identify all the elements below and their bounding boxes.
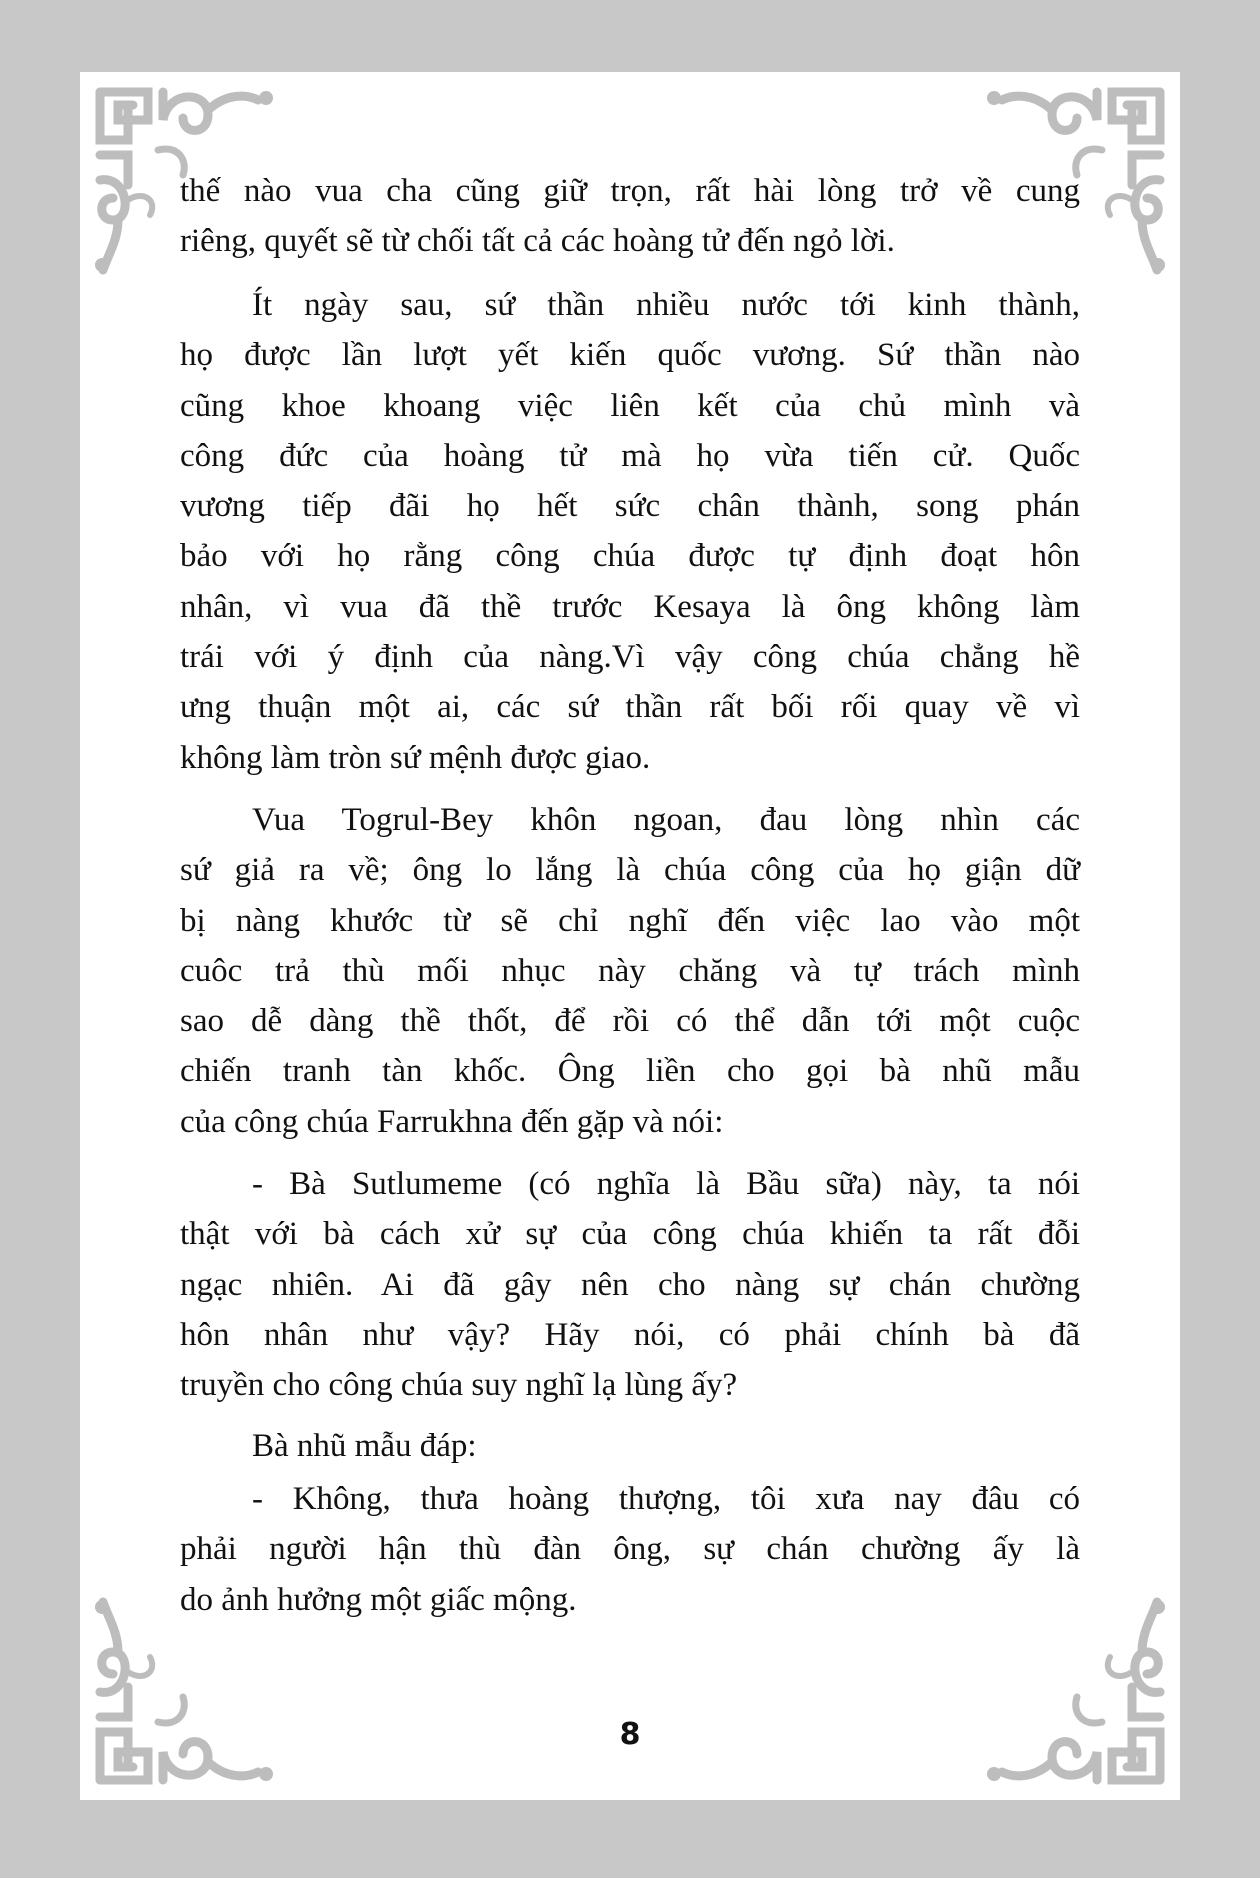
text-line: Vua Togrul-Bey khôn ngoan, đau lòng nhìn các	[252, 802, 1080, 838]
page-number: 8	[619, 1717, 641, 1752]
text-line: - Bà Sutlumeme (có nghĩa là Bầu sữa) này, ta nói	[252, 1166, 1080, 1202]
text-line: truyền cho công chúa suy nghĩ lạ lùng ấy?	[180, 1367, 738, 1404]
paragraph	[180, 1474, 1080, 1625]
paragraph	[180, 1421, 1080, 1471]
text-line: Bà nhũ mẫu đáp:	[252, 1428, 477, 1464]
text-line: ngạc nhiên. Ai đã gây nên cho nàng sự chán chường	[180, 1266, 1080, 1303]
text-line: chiến tranh tàn khốc. Ông liền cho gọi bà nhũ mẫu	[180, 1053, 1080, 1090]
text-line: cũng khoe khoang việc liên kết của chủ mình và	[180, 387, 1080, 424]
text-line: sao dễ dàng thề thốt, để rồi có thể dẫn tới một cuộc	[180, 1003, 1080, 1040]
paragraph	[180, 795, 1080, 1147]
text-line: thế nào vua cha cũng giữ trọn, rất hài lòng trở về cung	[180, 173, 1080, 209]
text-line: thật với bà cách xử sự của công chúa khiến ta rất đỗi	[180, 1216, 1080, 1253]
text-line: hôn nhân như vậy? Hãy nói, có phải chính bà đã	[180, 1316, 1080, 1353]
text-line: cuôc trả thù mối nhục này chăng và tự trách mình	[180, 952, 1080, 989]
text-line: - Không, thưa hoàng thượng, tôi xưa nay đâu có	[252, 1481, 1080, 1517]
paragraph	[180, 166, 1080, 267]
text-line: vương tiếp đãi họ hết sức chân thành, song phán	[180, 488, 1080, 525]
book-page	[80, 72, 1180, 1800]
text-line: trái với ý định của nàng.Vì vậy công chúa chẳng hề	[180, 639, 1080, 676]
text-line: phải người hận thù đàn ông, sự chán chường ấy là	[180, 1531, 1080, 1568]
text-line: bảo với họ rằng công chúa được tự định đoạt hôn	[180, 538, 1080, 575]
text-line: riêng, quyết sẽ từ chối tất cả các hoàng tử đến ngỏ lời.	[180, 223, 895, 260]
text-line: của công chúa Farrukhna đến gặp và nói:	[180, 1103, 724, 1140]
text-line: sứ giả ra về; ông lo lắng là chúa công của họ giận dữ	[180, 852, 1080, 889]
paragraph	[180, 280, 1080, 783]
paragraph	[180, 1159, 1080, 1410]
text-line: do ảnh hưởng một giấc mộng.	[180, 1581, 577, 1618]
text-line: bị nàng khước từ sẽ chỉ nghĩ đến việc lao vào một	[180, 902, 1080, 939]
text-line: ưng thuận một ai, các sứ thần rất bối rối quay về vì	[180, 689, 1080, 726]
text-line: Ít ngày sau, sứ thần nhiều nước tới kinh thành,	[252, 287, 1080, 323]
text-line: họ được lần lượt yết kiến quốc vương. Sứ thần nào	[180, 337, 1080, 374]
text-line: nhân, vì vua đã thề trước Kesaya là ông không làm	[180, 588, 1080, 625]
text-line: công đức của hoàng tử mà họ vừa tiến cử. Quốc	[180, 437, 1080, 474]
text-line: không làm tròn sứ mệnh được giao.	[180, 739, 651, 776]
